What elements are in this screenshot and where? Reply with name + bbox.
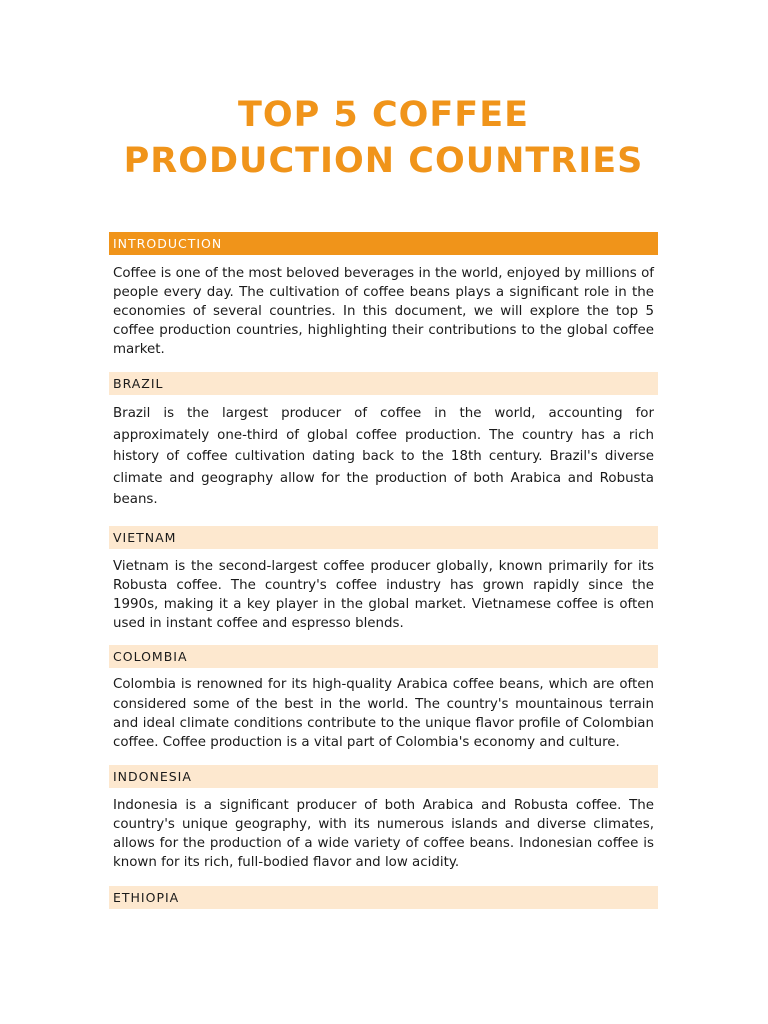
- document-title-line-1: TOP 5 COFFEE: [237, 95, 530, 135]
- section-heading-ethiopia: ETHIOPIA: [109, 886, 658, 909]
- section-heading-brazil: BRAZIL: [109, 372, 658, 395]
- section-brazil: [109, 372, 658, 511]
- section-body-colombia: Colombia is renowned for its high-quality Arabica coffee beans, which are often considered some of the best in the world. The country's mountainous terrain and ideal climate conditions contribute to the unique flavor profile of Colombian coffee. Coffee production is a vital part of Colombia's economy and culture.: [113, 677, 654, 750]
- document-title: [109, 0, 658, 184]
- section-body-introduction: Coffee is one of the most beloved beverages in the world, enjoyed by millions of people every day. The cultivation of coffee beans plays a significant role in the economies of several countries. In this document, we will explore the top 5 coffee production countries, highlighting their contributions to the global coffee market.: [113, 266, 654, 358]
- section-heading-vietnam: VIETNAM: [109, 526, 658, 549]
- section-body-brazil: Brazil is the largest producer of coffee in the world, accounting for approximately one-third of global coffee production. The country has a rich history of coffee cultivation dating back to the 18th century. Brazil's diverse climate and geography allow for the production of both Arabica and Robusta beans.: [113, 406, 654, 508]
- section-heading-indonesia: INDONESIA: [109, 765, 658, 788]
- section-body-vietnam: Vietnam is the second-largest coffee producer globally, known primarily for its Robusta coffee. The country's coffee industry has grown rapidly since the 1990s, making it a key player in the global market. Vietnamese coffee is often used in instant coffee and espresso blends.: [113, 558, 654, 632]
- section-colombia: [109, 645, 658, 752]
- section-vietnam: [109, 526, 658, 633]
- section-heading-introduction: INTRODUCTION: [109, 232, 658, 255]
- document-page: [109, 0, 658, 909]
- section-indonesia: [109, 765, 658, 872]
- section-ethiopia: [109, 886, 658, 909]
- document-title-line-2: PRODUCTION COUNTRIES: [123, 141, 644, 181]
- section-body-indonesia: Indonesia is a significant producer of both Arabica and Robusta coffee. The country's unique geography, with its numerous islands and diverse climates, allows for the production of a wide variety of coffee beans. Indonesian coffee is known for its rich, full-bodied flavor and low acidity.: [113, 798, 654, 871]
- section-introduction: [109, 232, 658, 359]
- section-heading-colombia: COLOMBIA: [109, 645, 658, 668]
